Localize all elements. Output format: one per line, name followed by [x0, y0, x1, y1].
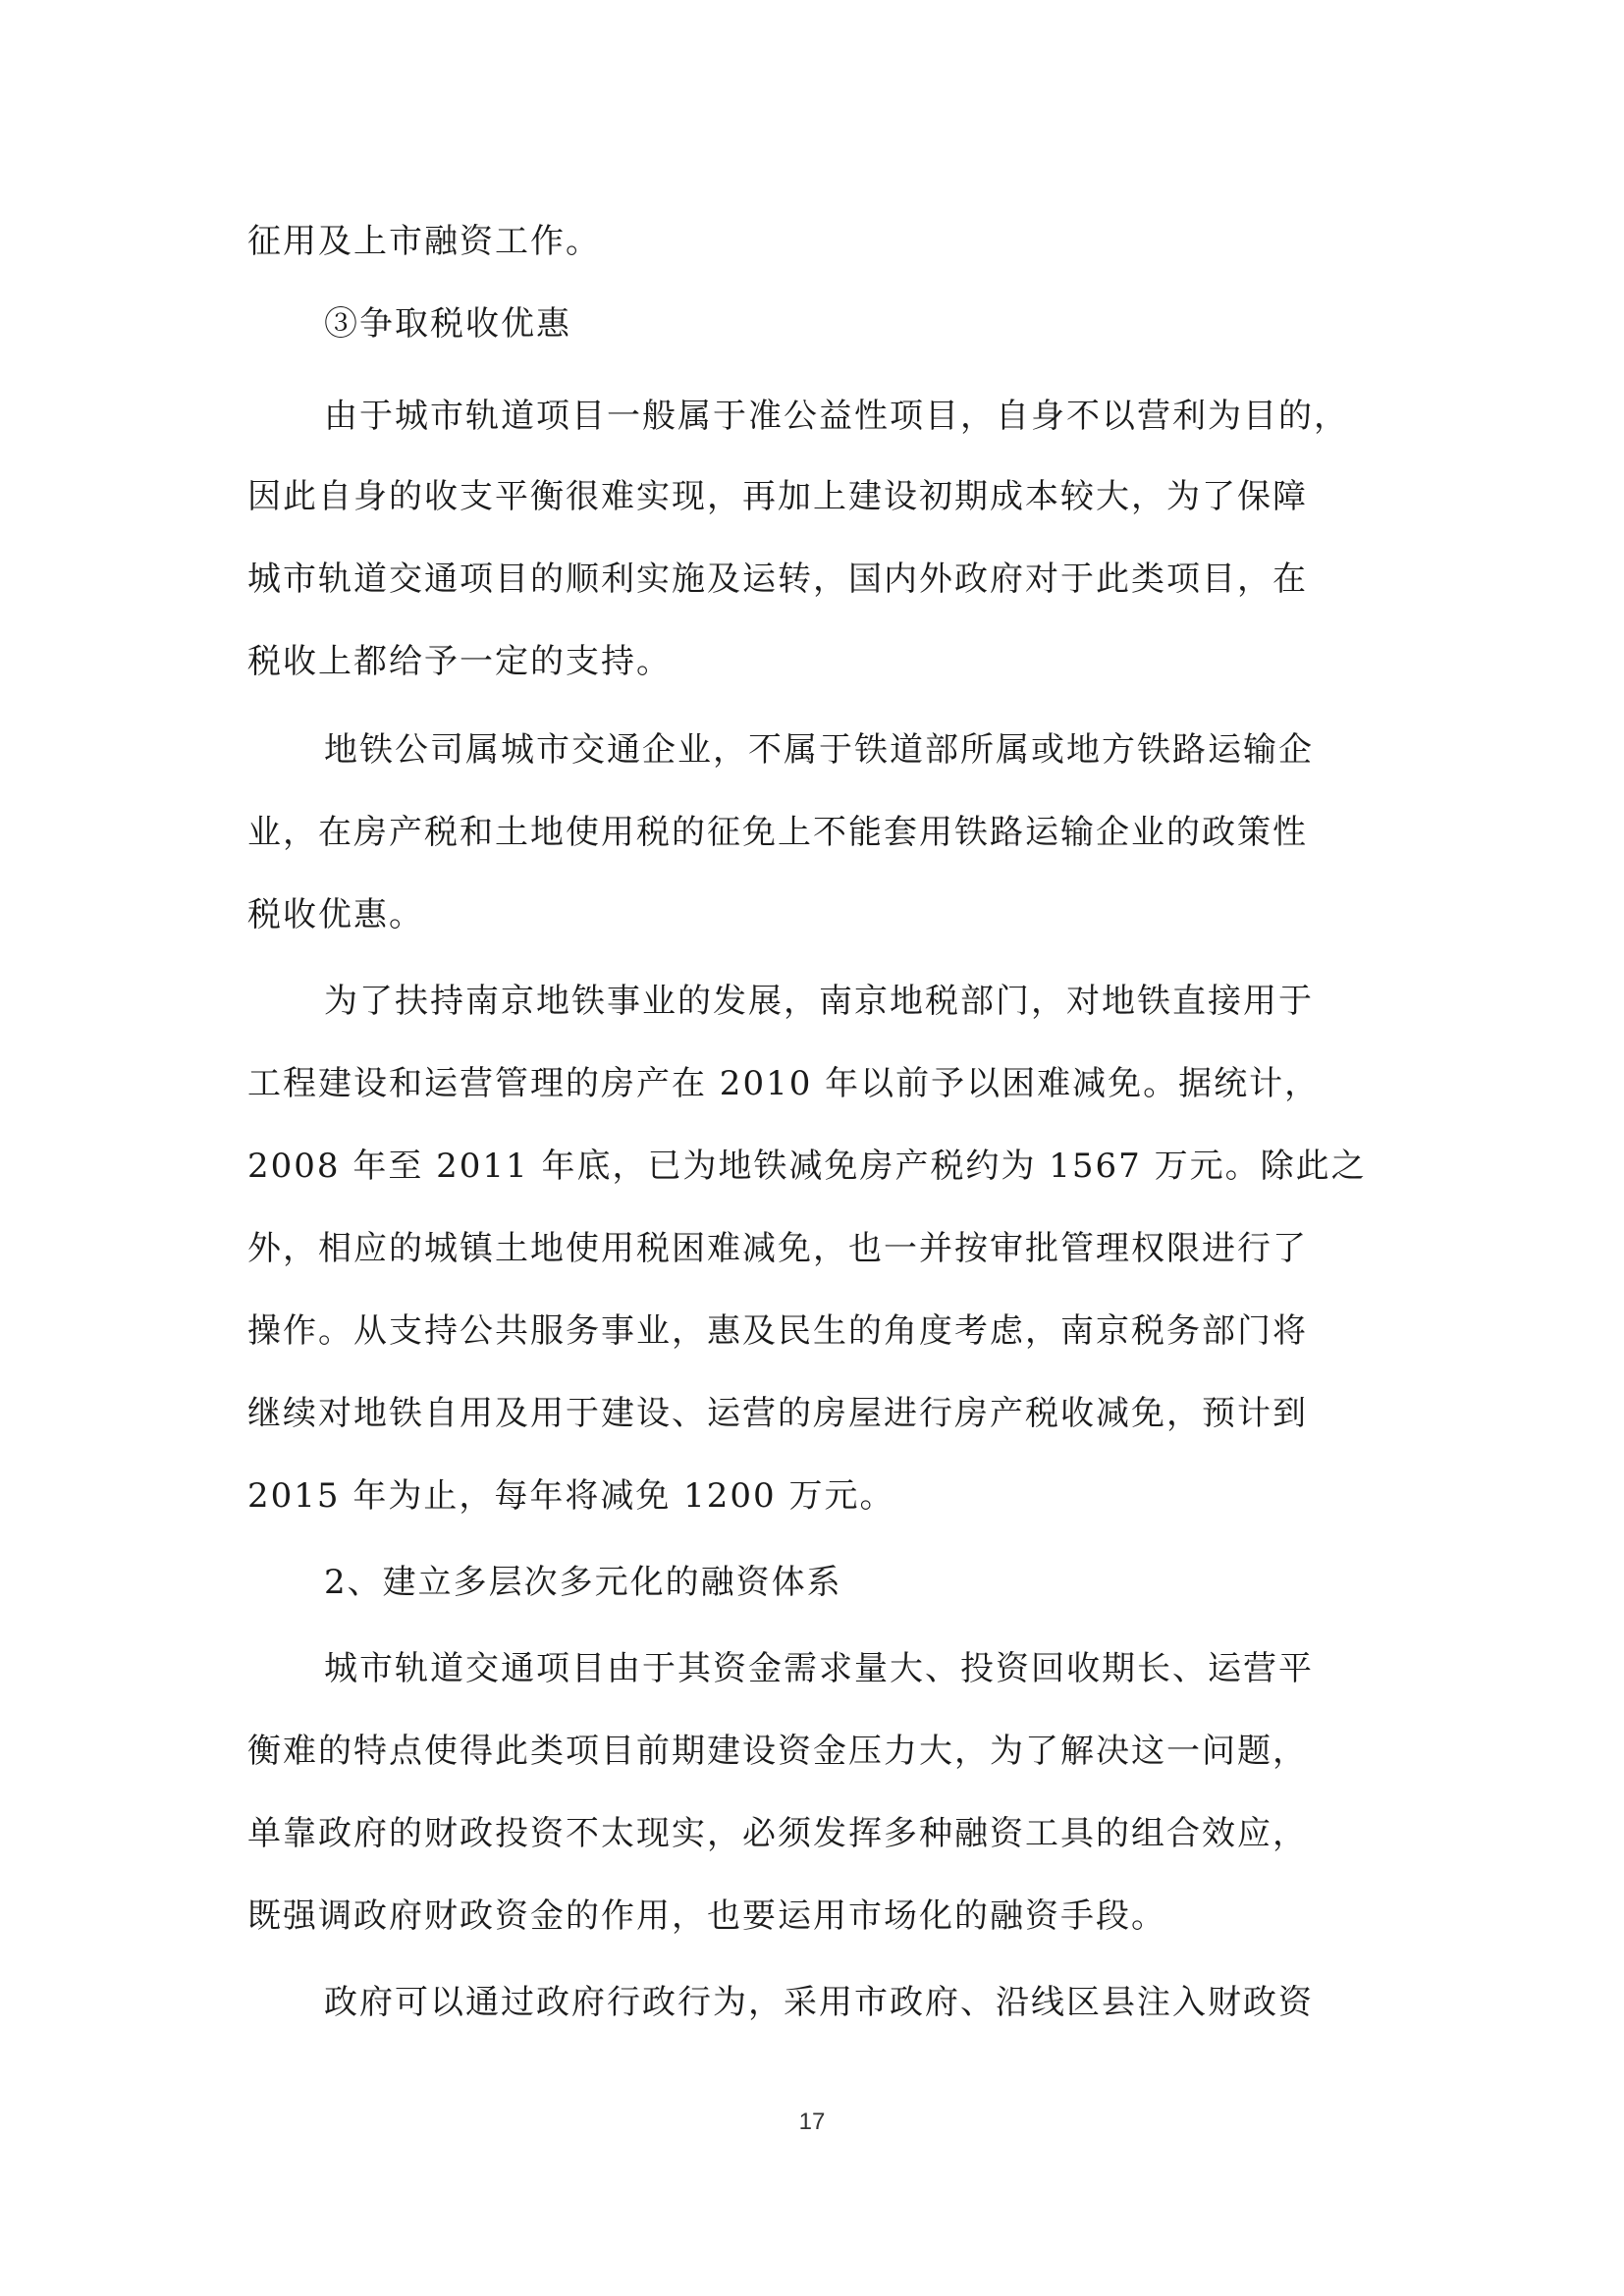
paragraph-line: 单靠政府的财政投资不太现实，必须发挥多种融资工具的组合效应， — [247, 1814, 1308, 1853]
paragraph-line: 工程建设和运营管理的房产在 2010 年以前予以困难减免。据统计， — [247, 1064, 1321, 1103]
paragraph-line: 2015 年为止，每年将减免 1200 万元。 — [247, 1476, 895, 1516]
paragraph-line: 既强调政府财政资金的作用，也要运用市场化的融资手段。 — [247, 1896, 1166, 1936]
page-number: 17 — [798, 2109, 826, 2135]
paragraph-line: 地铁公司属城市交通企业，不属于铁道部所属或地方铁路运输企 — [324, 730, 1314, 770]
paragraph-line: 外，相应的城镇土地使用税困难减免，也一并按审批管理权限进行了 — [247, 1229, 1308, 1268]
paragraph-line: 由于城市轨道项目一般属于准公益性项目，自身不以营利为目的， — [324, 397, 1349, 436]
paragraph-line: 征用及上市融资工作。 — [247, 222, 601, 261]
paragraph-line: 因此自身的收支平衡很难实现，再加上建设初期成本较大，为了保障 — [247, 477, 1308, 516]
paragraph-line: 税收优惠。 — [247, 895, 424, 934]
paragraph-line: 税收上都给予一定的支持。 — [247, 642, 672, 681]
paragraph-line: 城市轨道交通项目的顺利实施及运转，国内外政府对于此类项目，在 — [247, 560, 1308, 599]
paragraph-line: 政府可以通过政府行政行为，采用市政府、沿线区县注入财政资 — [324, 1983, 1314, 2022]
section-heading-financing-system: 2、建立多层次多元化的融资体系 — [324, 1563, 842, 1602]
paragraph-line: 继续对地铁自用及用于建设、运营的房屋进行房产税收减免，预计到 — [247, 1394, 1308, 1433]
paragraph-line: 为了扶持南京地铁事业的发展，南京地税部门，对地铁直接用于 — [324, 982, 1314, 1021]
subheading-tax-incentives: ③争取税收优惠 — [324, 304, 571, 344]
paragraph-line: 衡难的特点使得此类项目前期建设资金压力大，为了解决这一问题， — [247, 1732, 1308, 1771]
paragraph-line: 业，在房产税和土地使用税的征免上不能套用铁路运输企业的政策性 — [247, 813, 1308, 852]
paragraph-line: 城市轨道交通项目由于其资金需求量大、投资回收期长、运营平 — [324, 1649, 1314, 1688]
paragraph-line: 操作。从支持公共服务事业，惠及民生的角度考虑，南京税务部门将 — [247, 1311, 1308, 1351]
paragraph-line: 2008 年至 2011 年底，已为地铁减免房产税约为 1567 万元。除此之 — [247, 1147, 1367, 1186]
